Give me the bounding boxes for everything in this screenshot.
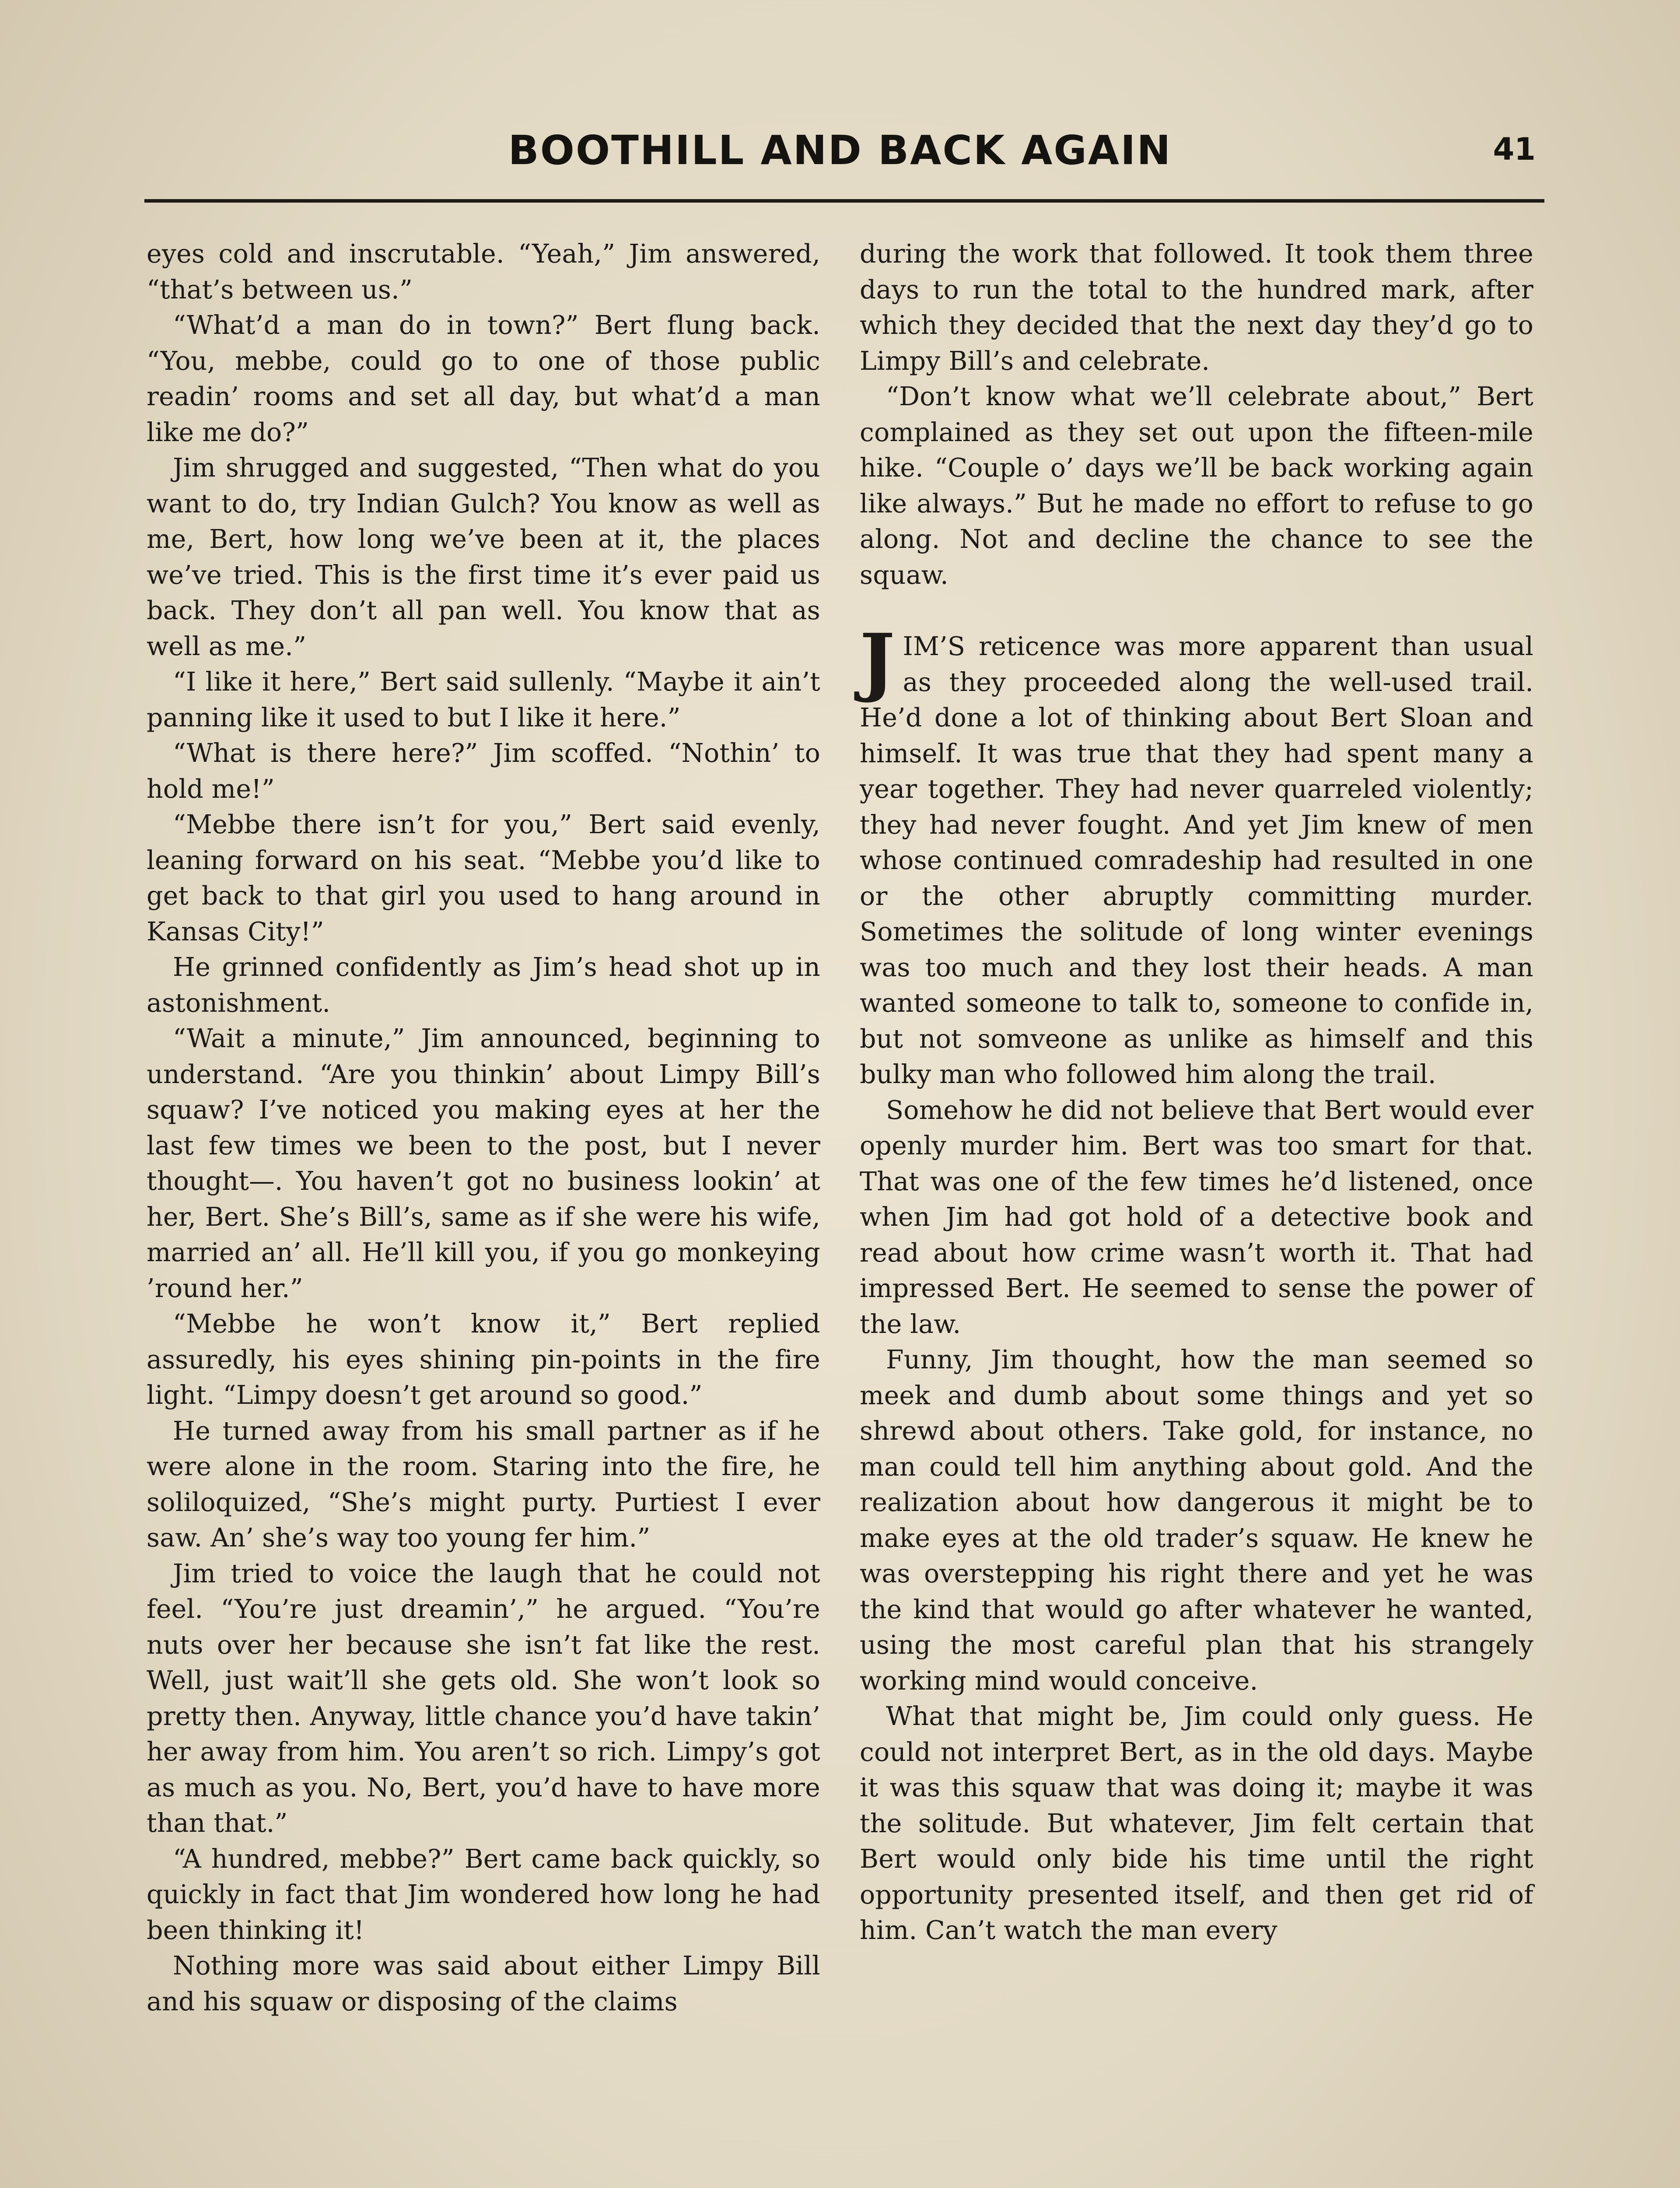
paragraph: What that might be, Jim could only guess. He could not interpret Bert, as in the old days. Maybe it was this squaw that was doing it; maybe it was the solitude. But whatever, Jim felt certain that Bert would only bide his time until the right opportunity presented itself, and then get rid of him. Can’t watch the man every [860,1701,1533,1945]
paragraph: Funny, Jim thought, how the man seemed so meek and dumb about some things and yet so shrewd about others. Take gold, for instance, no man could tell him anything about gold. And the realization about how dangerous it might be to make eyes at the old trader’s squaw. He knew he was overstepping his right there and yet he was the kind that would go after whatever he wanted, using the most careful plan that his strangely working mind would conceive. [860,1345,1533,1696]
drop-cap: J [860,617,895,705]
paragraph: He turned away from his small partner as if he were alone in the room. Staring into the fire, he soliloquized, “She’s might purty. Purtiest I ever saw. An’ she’s way too young fer him.” [147,1416,820,1553]
right-column [860,236,1533,1949]
paragraph: “Mebbe there isn’t for you,” Bert said evenly, leaning forward on his seat. “Mebbe you’d like to get back to that girl you used to hang around in Kansas City!” [147,810,820,947]
section-break [860,593,1533,629]
paragraph: “Wait a minute,” Jim announced, beginning to understand. “Are you thinkin’ about Limpy Bill’s squaw? I’ve noticed you making eyes at her the last few times we been to the post, but I never thought—. You haven’t got no business lookin’ at her, Bert. She’s Bill’s, same as if she were his wife, married an’ all. He’ll kill you, if you go monkeying ’round her.” [147,1024,820,1303]
paragraph: “What’d a man do in town?” Bert flung back. “You, mebbe, could go to one of those public readin’ rooms and set all day, but what’d a man like me do?” [147,310,820,447]
page-title: BOOTHILL AND BACK AGAIN [508,127,1172,174]
paragraph: Jim tried to voice the laugh that he could not feel. “You’re just dreamin’,” he argued. “You’re nuts over her because she isn’t fat like the rest. Well, just wait’ll she gets old. She won’t look so pretty then. Anyway, little chance you’d have takin’ her away from him. You aren’t so rich. Limpy’s got as much as you. No, Bert, you’d have to have more than that.” [147,1558,820,1838]
left-column [147,236,820,2020]
paragraph: Nothing more was said about either Limpy Bill and his squaw or disposing of the claims [147,1951,820,2016]
page-number: 41 [1493,131,1536,167]
paragraph: “I like it here,” Bert said sullenly. “Maybe it ain’t panning like it used to but I like it here.” [147,667,820,733]
header-rule [144,199,1544,203]
paragraph: “What is there here?” Jim scoffed. “Nothin’ to hold me!” [147,738,820,804]
paragraph: eyes cold and inscrutable. “Yeah,” Jim answered, “that’s between us.” [147,239,820,305]
paragraph: during the work that followed. It took them three days to run the total to the hundred mark, after which they decided that the next day they’d go to Limpy Bill’s and celebrate. [860,239,1533,376]
paragraph: He grinned confidently as Jim’s head shot up in astonishment. [147,952,820,1018]
paragraph: Jim shrugged and suggested, “Then what do you want to do, try Indian Gulch? You know as well as me, Bert, how long we’ve been at it, the places we’ve tried. This is the first time it’s ever paid us back. They don’t all pan well. You know that as well as me.” [147,453,820,661]
section-opening-paragraph [860,617,1533,1093]
paragraph: “Don’t know what we’ll celebrate about,” Bert complained as they set out upon the fifteen-mile hike. “Couple o’ days we’ll be back working again like always.” But he made no effort to refuse to go along. Not and decline the chance to see the squaw. [860,382,1533,590]
paragraph: Somehow he did not believe that Bert would ever openly murder him. Bert was too smart for that. That was one of the few times he’d listened, once when Jim had got hold of a detective book and read about how crime wasn’t worth it. That had impressed Bert. He seemed to sense the power of the law. [860,1095,1533,1339]
paragraph-text: IM’S reticence was more apparent than usual as they proceeded along the well-used trail. He’d done a lot of thinking about Bert Sloan and himself. It was true that they had spent many a year together. They had never quarreled violently; they had never fought. And yet Jim knew of men whose continued comradeship had resulted in one or the other abruptly committing murder. Sometimes the solitude of long winter evenings was too much and they lost their heads. A man wanted someone to talk to, someone to confide in, but not somveone as unlike as himself and this bulky man who followed him along the trail. [860,631,1533,1089]
paragraph: “A hundred, mebbe?” Bert came back quickly, so quickly in fact that Jim wondered how long he had been thinking it! [147,1844,820,1945]
paragraph: “Mebbe he won’t know it,” Bert replied assuredly, his eyes shining pin-points in the fire light. “Limpy doesn’t get around so good.” [147,1309,820,1410]
